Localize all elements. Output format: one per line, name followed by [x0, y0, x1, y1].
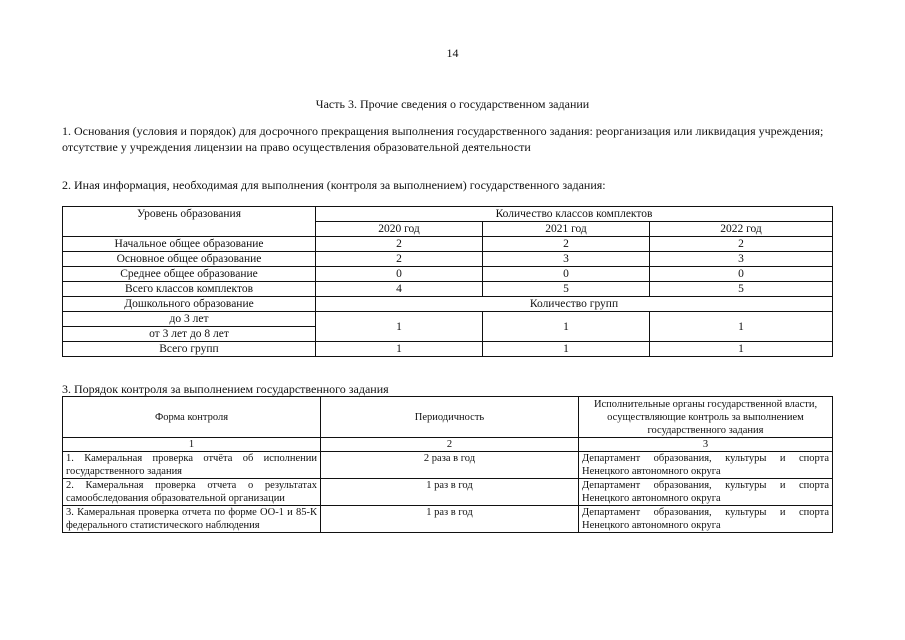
cell-value: 2: [316, 252, 483, 267]
row-label: Основное общее образование: [63, 252, 316, 267]
section-1-text: 1. Основания (условия и порядок) для досрочного прекращения выполнения государственного задания: реорганизация или ликвидация учреждения; отсутствие у учреждения лицензии на право осуществления образовательной деятельности: [62, 124, 824, 154]
cell-value: 3: [650, 252, 833, 267]
education-info-table: [62, 206, 833, 357]
control-form: 3. Камеральная проверка отчета по форме ОО-1 и 85-К федерального статистического наблюдения: [63, 506, 321, 533]
row-label: Всего групп: [63, 342, 316, 357]
column-numbers-row: [63, 438, 833, 452]
form-header: Форма контроля: [63, 397, 321, 438]
group-label: до 3 лет: [63, 312, 316, 327]
cell-value: 1: [483, 312, 650, 342]
cell-value: 0: [650, 267, 833, 282]
control-table: [62, 396, 833, 533]
cell-value: 1: [650, 342, 833, 357]
cell-value: 5: [483, 282, 650, 297]
cell-value: 1: [316, 312, 483, 342]
cell-value: 2: [316, 237, 483, 252]
level-header: Уровень образования: [63, 207, 316, 237]
table-row: [63, 237, 833, 252]
cell-value: 1: [316, 342, 483, 357]
table-row: [63, 506, 833, 533]
preschool-label: Дошкольного образование: [63, 297, 316, 312]
row-label: Среднее общее образование: [63, 267, 316, 282]
cell-value: 1: [650, 312, 833, 342]
year-header: 2021 год: [483, 222, 650, 237]
control-period: 2 раза в год: [321, 452, 579, 479]
groups-header: Количество групп: [316, 297, 833, 312]
part-title: Часть 3. Прочие сведения о государственном задании: [315, 97, 590, 111]
table-row: [63, 312, 833, 327]
control-organ: Департамент образования, культуры и спорта Ненецкого автономного округа: [579, 452, 833, 479]
section-2-text: 2. Иная информация, необходимая для выполнения (контроля за выполнением) государственного задания:: [62, 178, 606, 192]
table-row: [63, 342, 833, 357]
control-form: 1. Камеральная проверка отчёта об исполнении государственного задания: [63, 452, 321, 479]
table-row: [63, 297, 833, 312]
organ-header: Исполнительные органы государственной власти, осуществляющие контроль за выполнением государственного задания: [579, 397, 833, 438]
table-header-row: [63, 397, 833, 438]
cell-value: 2: [650, 237, 833, 252]
cell-value: 0: [316, 267, 483, 282]
page-number: 14: [446, 46, 459, 60]
cell-value: 1: [483, 342, 650, 357]
cell-value: 5: [650, 282, 833, 297]
column-number: 3: [579, 438, 833, 452]
year-header: 2022 год: [650, 222, 833, 237]
table-row: [63, 452, 833, 479]
control-organ: Департамент образования, культуры и спорта Ненецкого автономного округа: [579, 479, 833, 506]
table-row: [63, 282, 833, 297]
control-form: 2. Камеральная проверка отчета о результатах самообследования образовательной организации: [63, 479, 321, 506]
table-header-row: [63, 207, 833, 222]
column-number: 1: [63, 438, 321, 452]
table-row: [63, 252, 833, 267]
cell-value: 3: [483, 252, 650, 267]
year-header: 2020 год: [316, 222, 483, 237]
cell-value: 4: [316, 282, 483, 297]
table-row: [63, 479, 833, 506]
table-row: [63, 267, 833, 282]
control-period: 1 раз в год: [321, 506, 579, 533]
group-label: от 3 лет до 8 лет: [63, 327, 316, 342]
column-number: 2: [321, 438, 579, 452]
classes-header: Количество классов комплектов: [316, 207, 833, 222]
row-label: Всего классов комплектов: [63, 282, 316, 297]
control-period: 1 раз в год: [321, 479, 579, 506]
row-label: Начальное общее образование: [63, 237, 316, 252]
period-header: Периодичность: [321, 397, 579, 438]
control-organ: Департамент образования, культуры и спорта Ненецкого автономного округа: [579, 506, 833, 533]
section-3-text: 3. Порядок контроля за выполнением государственного задания: [62, 382, 389, 396]
cell-value: 0: [483, 267, 650, 282]
cell-value: 2: [483, 237, 650, 252]
